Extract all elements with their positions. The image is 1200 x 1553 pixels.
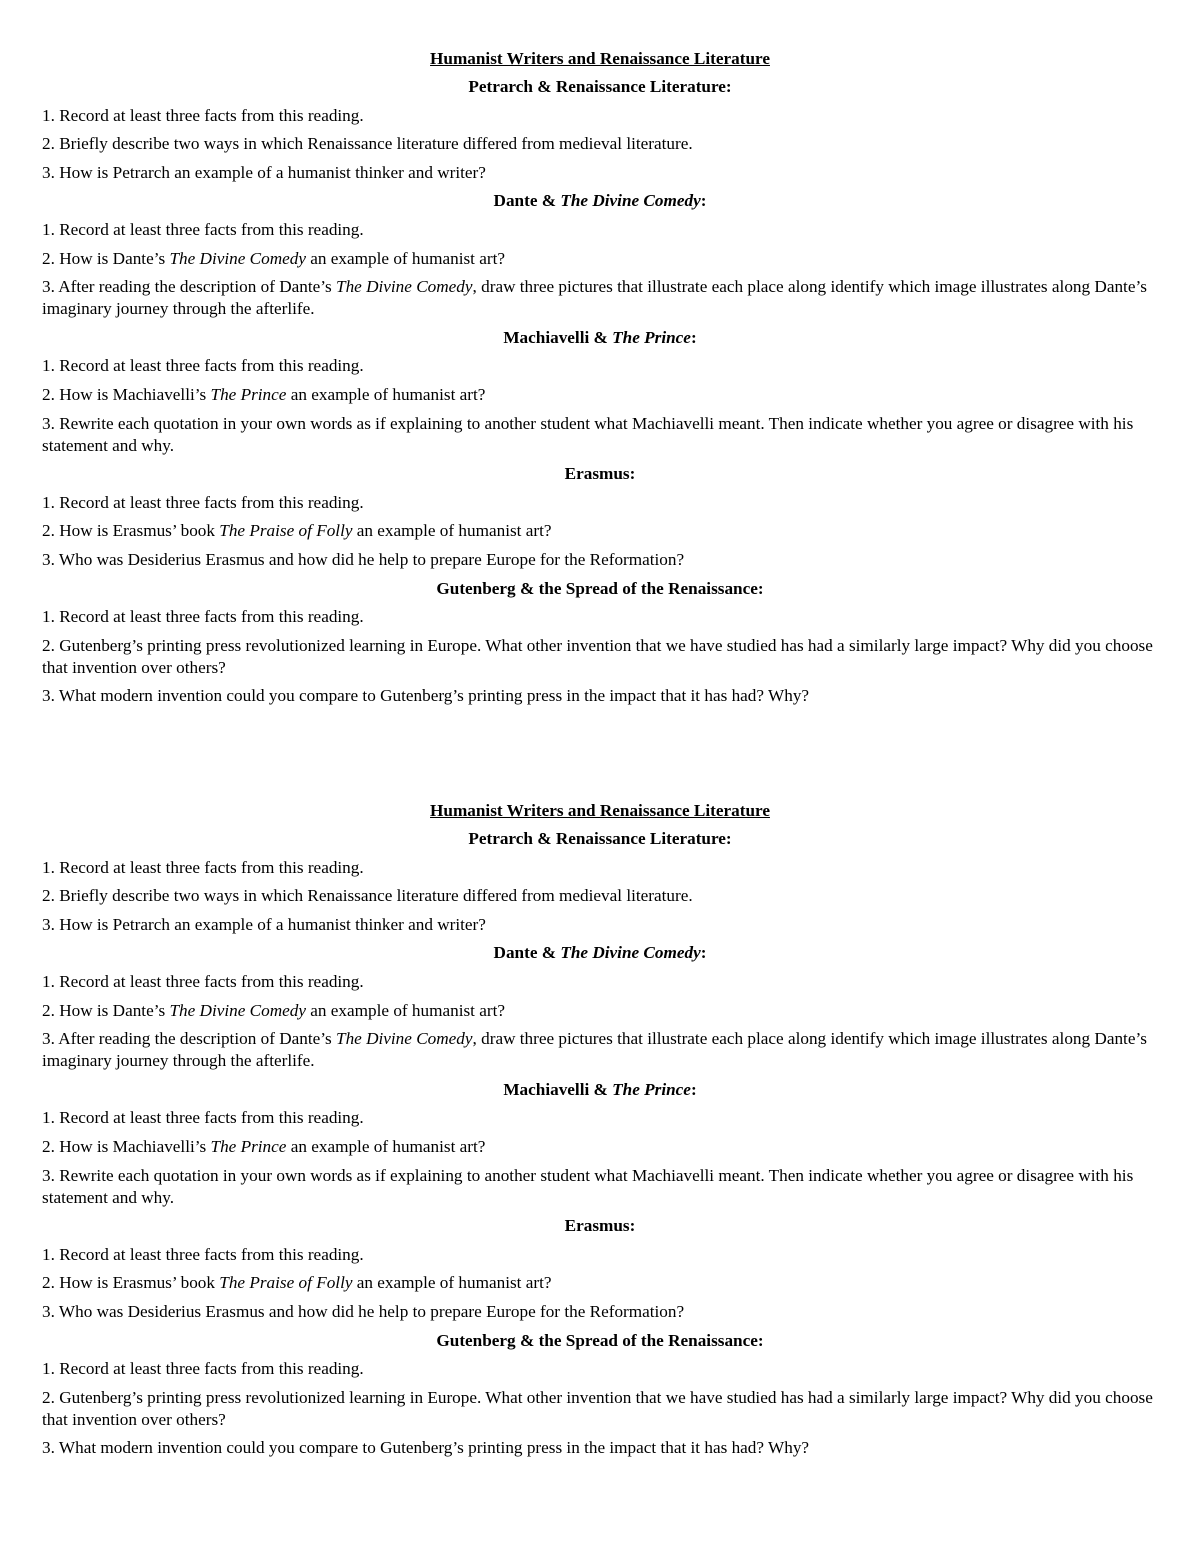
question-item-text-end: an example of humanist art? — [305, 1000, 506, 1020]
question-item — [42, 1028, 1158, 1072]
worksheet-title: Humanist Writers and Renaissance Literature — [430, 801, 770, 820]
section-heading-text-end: : — [700, 943, 707, 963]
section-heading-text: Gutenberg & the Spread of the Renaissance: — [436, 578, 764, 598]
question-item — [42, 971, 1158, 993]
question-item — [42, 520, 1158, 542]
section-heading-text: Petrarch & Renaissance Literature: — [468, 829, 732, 848]
section-heading-text: Erasmus: — [564, 1216, 636, 1236]
section-heading — [42, 1215, 1158, 1237]
question-item-text: 3. How is Petrarch an example of a humanist thinker and writer? — [42, 914, 486, 934]
question-item — [42, 413, 1158, 457]
section-heading — [42, 1330, 1158, 1352]
section-heading-text-end: : — [700, 191, 707, 211]
section-heading-book-title: The Prince — [612, 1079, 691, 1099]
question-item — [42, 355, 1158, 377]
section-heading — [42, 1079, 1158, 1101]
question-item-text-end: , draw three pictures that illustrate each place along identify which image illustrates along Dante’s imaginary journey through the afterlife. — [42, 277, 1147, 319]
question-item-text: 1. Record at least three facts from this reading. — [42, 857, 364, 877]
section-heading — [42, 76, 1158, 98]
section-heading-text: Machiavelli & — [503, 1079, 613, 1099]
section-heading-text: Dante & — [493, 943, 561, 963]
section-heading — [42, 942, 1158, 964]
question-item-text: 1. Record at least three facts from this reading. — [42, 607, 364, 627]
question-item — [42, 1244, 1158, 1266]
section-heading-book-title: The Divine Comedy — [560, 191, 701, 211]
question-item — [42, 1387, 1158, 1431]
question-item-text: 1. Record at least three facts from this reading. — [42, 1359, 364, 1379]
question-item — [42, 1358, 1158, 1380]
question-item-text-end: an example of humanist art? — [352, 521, 552, 541]
section-heading — [42, 578, 1158, 600]
worksheet-title: Humanist Writers and Renaissance Literature — [430, 49, 770, 68]
question-item — [42, 885, 1158, 907]
question-item — [42, 635, 1158, 679]
question-item — [42, 1136, 1158, 1158]
section-heading-text: Machiavelli & — [503, 327, 613, 347]
question-item-text: 3. Who was Desiderius Erasmus and how did he help to prepare Europe for the Reformation? — [42, 1301, 685, 1321]
question-item-text: 3. Rewrite each quotation in your own words as if explaining to another student what Machiavelli meant. Then indicate whether you agree or disagree with his statement and why. — [42, 1165, 1134, 1207]
question-item-text: 2. How is Erasmus’ book — [42, 1273, 220, 1293]
question-item — [42, 857, 1158, 879]
question-item — [42, 685, 1158, 707]
question-item — [42, 219, 1158, 241]
section-heading-text: Erasmus: — [564, 464, 636, 484]
question-item-text: 1. Record at least three facts from this reading. — [42, 971, 364, 991]
section-heading — [42, 828, 1158, 850]
question-item-text: 3. What modern invention could you compare to Gutenberg’s printing press in the impact that it has had? Why? — [42, 1438, 810, 1458]
question-item-book-title: The Divine Comedy — [169, 1000, 306, 1020]
question-item — [42, 1107, 1158, 1129]
question-item — [42, 549, 1158, 571]
question-item-book-title: The Divine Comedy — [336, 1029, 473, 1049]
question-item-text: 3. Rewrite each quotation in your own words as if explaining to another student what Machiavelli meant. Then indicate whether you agree or disagree with his statement and why. — [42, 413, 1134, 455]
question-item-text: 1. Record at least three facts from this reading. — [42, 1244, 364, 1264]
question-item — [42, 384, 1158, 406]
question-item — [42, 248, 1158, 270]
question-item — [42, 1272, 1158, 1294]
question-item-text: 2. How is Machiavelli’s — [42, 384, 211, 404]
question-item-text: 1. Record at least three facts from this reading. — [42, 1108, 364, 1128]
question-item-text: 2. Gutenberg’s printing press revolutionized learning in Europe. What other invention that we have studied has had a similarly large impact? Why did you choose that invention over others? — [42, 1387, 1153, 1429]
section-heading — [42, 190, 1158, 212]
question-item-text: 2. Briefly describe two ways in which Renaissance literature differed from medieval literature. — [42, 886, 693, 906]
section-heading-text-end: : — [690, 327, 697, 347]
question-item — [42, 1301, 1158, 1323]
question-item — [42, 133, 1158, 155]
question-item-text-end: an example of humanist art? — [286, 1136, 486, 1156]
section-heading-text: Gutenberg & the Spread of the Renaissance: — [436, 1330, 764, 1350]
question-item-text: 1. Record at least three facts from this reading. — [42, 356, 364, 376]
question-item — [42, 162, 1158, 184]
question-item-text: 3. How is Petrarch an example of a humanist thinker and writer? — [42, 162, 486, 182]
question-item-text: 1. Record at least three facts from this reading. — [42, 105, 364, 125]
question-item — [42, 914, 1158, 936]
question-item — [42, 492, 1158, 514]
question-item-text: 2. How is Dante’s — [42, 1000, 170, 1020]
section-heading-text: Petrarch & Renaissance Literature: — [468, 77, 732, 96]
question-item — [42, 276, 1158, 320]
question-item-book-title: The Prince — [210, 1136, 287, 1156]
question-item-book-title: The Divine Comedy — [336, 277, 473, 297]
worksheet-copy-1 — [42, 48, 1158, 714]
question-item-text-end: an example of humanist art? — [305, 248, 506, 268]
worksheet-copy-2 — [42, 800, 1158, 1466]
question-item-text: 3. After reading the description of Dante’s — [42, 277, 337, 297]
question-item-book-title: The Praise of Folly — [219, 1273, 353, 1293]
question-item-text: 2. How is Dante’s — [42, 248, 170, 268]
question-item-text: 3. What modern invention could you compare to Gutenberg’s printing press in the impact that it has had? Why? — [42, 686, 810, 706]
question-item — [42, 1000, 1158, 1022]
question-item — [42, 1165, 1158, 1209]
question-item-book-title: The Prince — [210, 384, 287, 404]
question-item-text: 2. How is Machiavelli’s — [42, 1136, 211, 1156]
section-heading-book-title: The Divine Comedy — [560, 943, 701, 963]
section-heading-text: Dante & — [493, 191, 561, 211]
section-heading-book-title: The Prince — [612, 327, 691, 347]
question-item-text: 3. After reading the description of Dante’s — [42, 1029, 337, 1049]
question-item-text: 2. Briefly describe two ways in which Renaissance literature differed from medieval literature. — [42, 134, 693, 154]
question-item-text: 1. Record at least three facts from this reading. — [42, 492, 364, 512]
question-item-book-title: The Praise of Folly — [219, 521, 353, 541]
section-heading — [42, 327, 1158, 349]
section-heading-text-end: : — [690, 1079, 697, 1099]
question-item — [42, 606, 1158, 628]
question-item-text: 1. Record at least three facts from this reading. — [42, 219, 364, 239]
question-item-text: 3. Who was Desiderius Erasmus and how did he help to prepare Europe for the Reformation? — [42, 549, 685, 569]
question-item — [42, 105, 1158, 127]
question-item-book-title: The Divine Comedy — [169, 248, 306, 268]
question-item-text-end: an example of humanist art? — [286, 384, 486, 404]
section-heading — [42, 463, 1158, 485]
question-item-text: 2. Gutenberg’s printing press revolutionized learning in Europe. What other invention that we have studied has had a similarly large impact? Why did you choose that invention over others? — [42, 635, 1153, 677]
question-item-text-end: an example of humanist art? — [352, 1273, 552, 1293]
question-item-text: 2. How is Erasmus’ book — [42, 521, 220, 541]
question-item-text-end: , draw three pictures that illustrate each place along identify which image illustrates along Dante’s imaginary journey through the afterlife. — [42, 1029, 1147, 1071]
question-item — [42, 1437, 1158, 1459]
